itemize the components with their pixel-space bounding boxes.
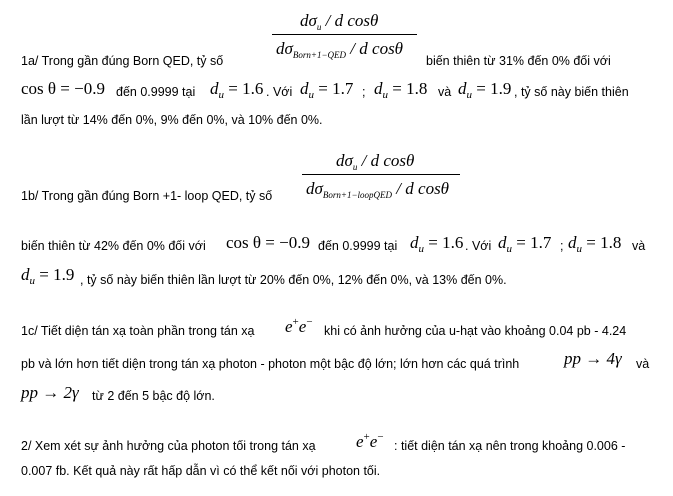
text-1a-to: đến 0.9999 tại [116,85,196,99]
text-1b-to: đến 0.9999 tại [318,239,398,253]
text-1a-intro: 1a/ Trong gần đúng Born QED, tỷ số [21,54,224,68]
text-1a-and: và [438,85,452,99]
ratio-fraction-1a [272,10,417,60]
math-du18-1b: $d_u = 1.8$ [568,233,622,255]
text-2-line1-start: 2/ Xem xét sự ảnh hưởng của photon tối trong tán xạ [21,439,316,453]
math-cos-1b: cos θ = −0.9 [226,233,310,252]
ratio-numerator: $d\sigma_u$ / d cosθ [300,11,379,32]
math-du17-1a: $d_u = 1.7$ [300,79,354,101]
ratio-fraction-1b [302,150,460,200]
fraction-bar [272,34,417,35]
text-1c-line1-end: khi có ảnh hưởng của u-hạt vào khoảng 0.04 pb - 4.24 [324,324,627,338]
math-du16-1b: $d_u = 1.6$ [410,233,464,255]
text-1b-line3: , tỷ số này biến thiên lần lượt từ 20% đến 0%, 12% đến 0%, và 13% đến 0%. [80,273,507,287]
text-1a-with: . Với [266,85,293,99]
text-2-line1-end: : tiết diện tán xạ nên trong khoảng 0.006 - [394,439,626,453]
fraction-bar [302,174,460,175]
ratio-denominator: $d\sigma_{Born+1-QED}$ / d cosθ [276,39,404,60]
text-1c-line1-start: 1c/ Tiết diện tán xạ toàn phần trong tán xạ [21,324,255,338]
math-du16-1a: $d_u = 1.6$ [210,79,264,101]
ratio-denominator: $d\sigma_{Born+1-loopQED}$ / d cosθ [306,179,450,200]
math-ee-1c: e+e− [285,316,313,336]
text-1b-line2-start: biến thiên từ 42% đến 0% đối với [21,239,206,253]
ratio-numerator: $d\sigma_u$ / d cosθ [336,151,415,172]
text-1c-line2: pb và lớn hơn tiết diện trong tán xạ photon - photon một bậc độ lớn; lớn hơn các quá trình [21,357,520,371]
math-ee-2: e+e− [356,431,384,451]
text-1b-with: . Với [465,239,492,253]
math-du19-1b: $d_u = 1.9$ [21,265,75,287]
math-pp4g: pp → 4γ [564,349,622,368]
math-cos-1a: cos θ = −0.9 [21,79,105,98]
text-1b-and: và [632,239,646,253]
text-1c-line3-end: từ 2 đến 5 bậc độ lớn. [92,389,215,403]
text-1b-intro: 1b/ Trong gần đúng Born +1- loop QED, tỷ số [21,189,273,203]
text-1a-tail: , tỷ số này biến thiên [514,85,629,99]
text-2-line2: 0.007 fb. Kết quả này rất hấp dẫn vì có thể kết nối với photon tối. [21,464,381,478]
text-1a-line3: lần lượt từ 14% đến 0%, 9% đến 0%, và 10% đến 0%. [21,113,323,127]
math-du18-1a: $d_u = 1.8$ [374,79,428,101]
text-1c-and: và [636,357,650,371]
semicolon: ; [362,85,366,99]
math-du17-1b: $d_u = 1.7$ [498,233,552,255]
text-1a-after-ratio: biến thiên từ 31% đến 0% đối với [426,54,611,68]
math-pp2g: pp → 2γ [21,383,79,402]
semicolon: ; [560,239,564,253]
math-du19-1a: $d_u = 1.9$ [458,79,512,101]
